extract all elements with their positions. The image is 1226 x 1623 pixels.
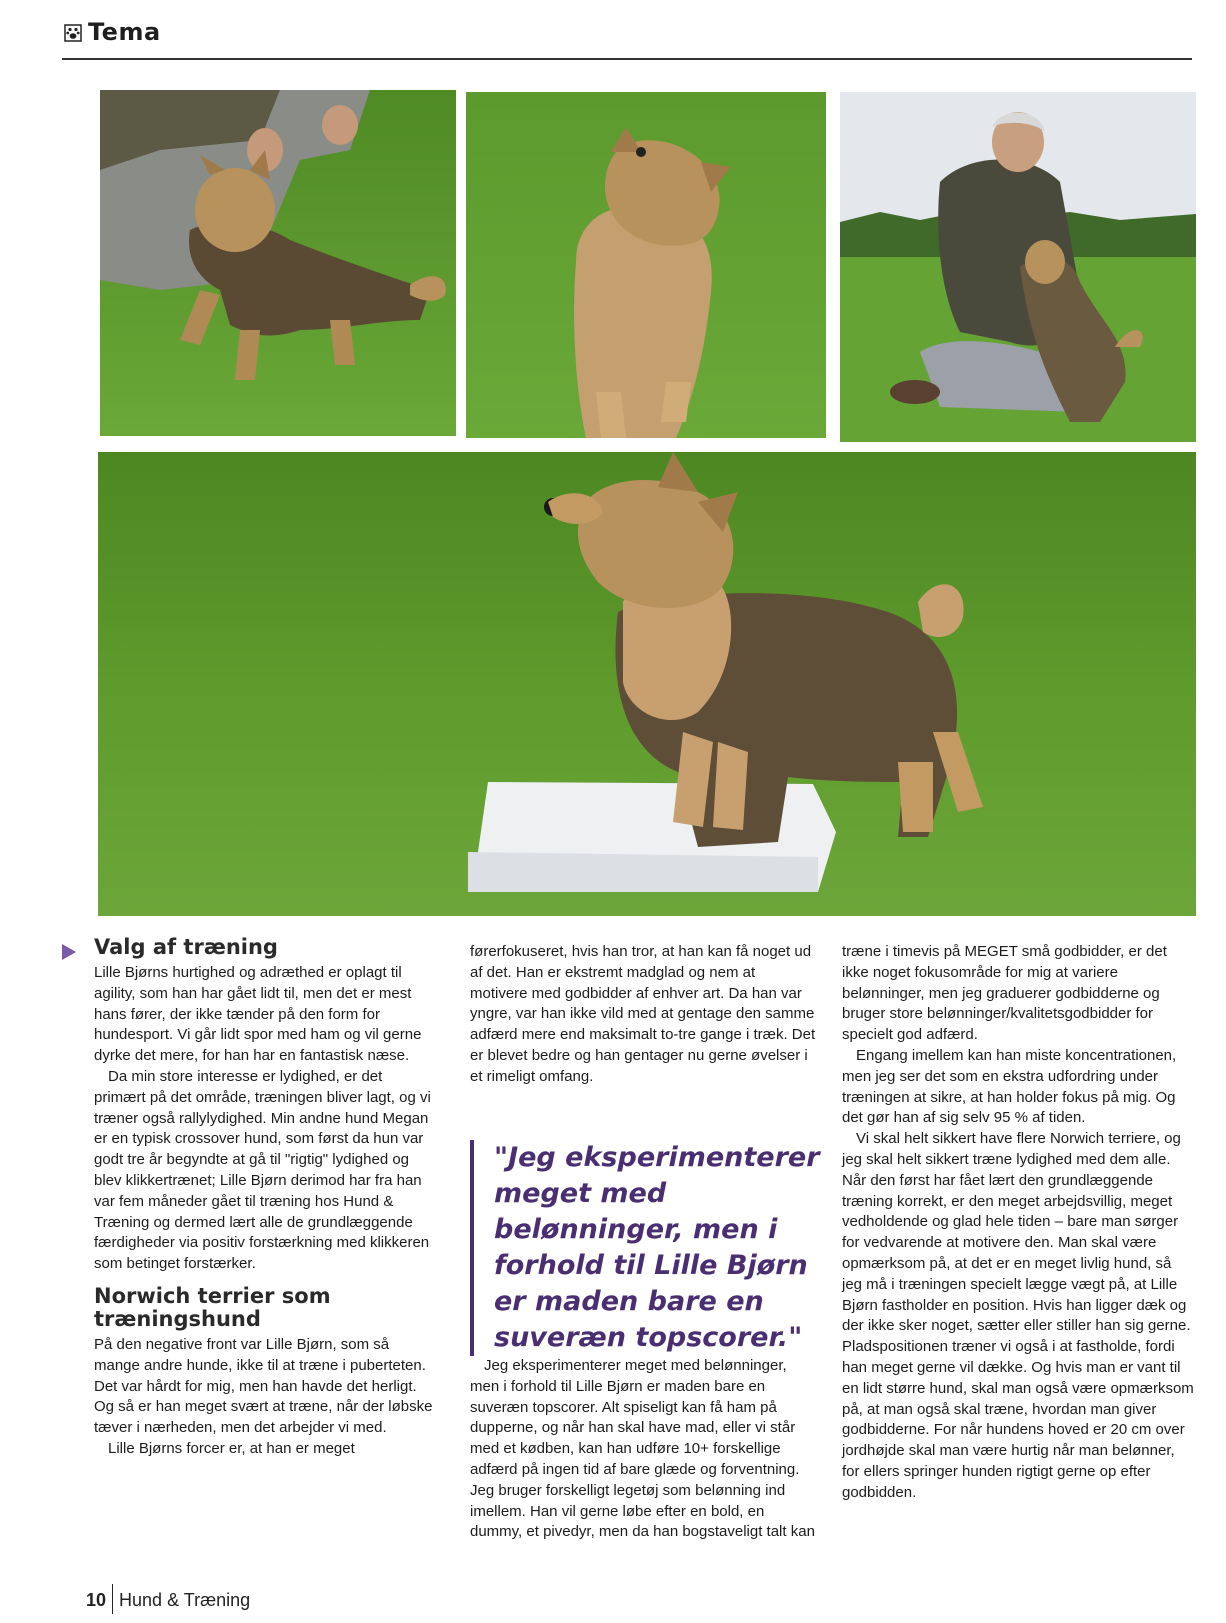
heading-valg-af-traening: Valg af træning [94, 935, 278, 959]
column-2-lower [470, 1356, 816, 1543]
paragraph: førerfokuseret, hvis han tror, at han kan få noget ud af det. Han er ekstremt madglad og nem at motivere med godbidder af enhver art. Da han var yngre, var han ikke vild med at gentage den samme adfærd mere end maksimalt to-tre gange i træk. Det er blevet bedre og han gentager nu gerne øvelser i et rimeligt omfang. [470, 943, 816, 1085]
paragraph: Da min store interesse er lydighed, er det primært på det område, træningen bliver lagt, og vi træner også rallylydighed. Min andne hund Megan er en typisk crossover hund, som først da hun var godt tre år begyndte at gå til "rigtig" lydighed og blev klikkertrænet; Lille Bjørn derimod har fra han var fem måneder gået til træning hos Hund & Træning og dermed lært alle de grundlæggende færdigheder via positiv forstærkning med klikkeren som betinget forstærker. [94, 1067, 431, 1273]
page-header [62, 18, 1192, 60]
paragraph: Engang imellem kan han miste koncentrationen, men jeg ser det som en ekstra udfordring under træningen at sikre, at han holder fokus på mig. Og det gør han af sig selv 95 % af tiden. [842, 1046, 1177, 1127]
page-footer [86, 1584, 250, 1614]
photo-dog-handler-treat [100, 90, 456, 436]
photo-icon [466, 92, 826, 438]
photo-dog-on-box [98, 452, 1196, 916]
photo-icon [98, 452, 1196, 916]
photo-icon [840, 92, 1196, 442]
paragraph: Vi skal helt sikkert have flere Norwich terriere, og jeg skal helt sikkert træne lydighed med dem alle. Når den først har fået lært den grundlæggende træning korrekt, er den meget arbejdsvillig, meget vedholdende og glad hele tiden – bare man sørger for vedvarende at motivere den. Man skal være opmærksom på, at det er en meget livlig hund, så jeg må i træningen specielt lægge vægt på, at Lille Bjørn fastholder en position. Hvis han ligger dæk og der ikke sker noget, sætter eller stiller han sig gerne. Pladspositionen træner vi også i at fastholde, fordi han meget gerne vil dække. Og hvis man er vant til en lidt større hund, skal man også være opmærksom på, at man også skal træne, hvordan man giver godbidderne. For når hundens hoved er 20 cm over jordhøjde skal man være hurtig når man belønner, for ellers springer hunden rigtigt gerne op efter godbidden. [842, 1130, 1194, 1501]
paw-icon [64, 24, 82, 42]
column-1 [94, 936, 436, 1460]
paragraph: På den negative front var Lille Bjørn, som så mange andre hunde, ikke til at træne i puberteten. Det var hårdt for mig, men han havde det herligt. Og så er han meget svært at træne, når der løbske tæver i nærheden, men det arbejder vi med. [94, 1335, 433, 1437]
photo-dog-looking-up [466, 92, 826, 438]
column-2 [470, 942, 816, 1088]
paragraph: Jeg eksperimenterer meget med belønninger, men i forhold til Lille Bjørn er maden bare en suveræn topscorer. Alt spiseligt kan få ham på dupperne, og når han skal have mad, eller vi står med et kødben, kan han udføre 10+ forskellige adfærd på ingen tid af bare glæde og forventning. Jeg bruger forskelligt legetøj som belønning ind imellem. Han vil gerne løbe efter en bold, en dummy, et pivedyr, men da han bogstaveligt talt kan [470, 1357, 815, 1541]
section-label: Tema [88, 18, 161, 46]
paragraph: træne i timevis på MEGET små godbidder, er det ikke noget fokusområde for mig at variere belønninger, men jeg graduerer godbidderne og bruger store belønninger/kvalitetsgodbidder for specielt god adfærd. [842, 943, 1167, 1044]
section-arrow-icon [62, 944, 76, 960]
page-number: 10 [86, 1590, 107, 1610]
heading-norwich-terrier: Norwich terrier som træningshund [94, 1283, 331, 1331]
photo-man-petting-dog [840, 92, 1196, 442]
column-3 [842, 942, 1194, 1504]
photo-icon [100, 90, 456, 436]
magazine-name: Hund & Træning [119, 1590, 251, 1610]
footer-divider [112, 1584, 113, 1614]
pull-quote: "Jeg eksperimenterer meget med belønninger, men i forhold til Lille Bjørn er maden bare en suveræn topscorer." [470, 1140, 846, 1356]
paragraph: Lille Bjørns hurtighed og adræthed er oplagt til agility, som han har gået lidt til, men det er mest hans fører, der ikke tænder på den form for hundesport. Vi går lidt spor med ham og vil gerne dyrke det mere, for han har en fantastisk næse. [94, 964, 422, 1065]
paragraph: Lille Bjørns forcer er, at han er meget [108, 1439, 355, 1457]
